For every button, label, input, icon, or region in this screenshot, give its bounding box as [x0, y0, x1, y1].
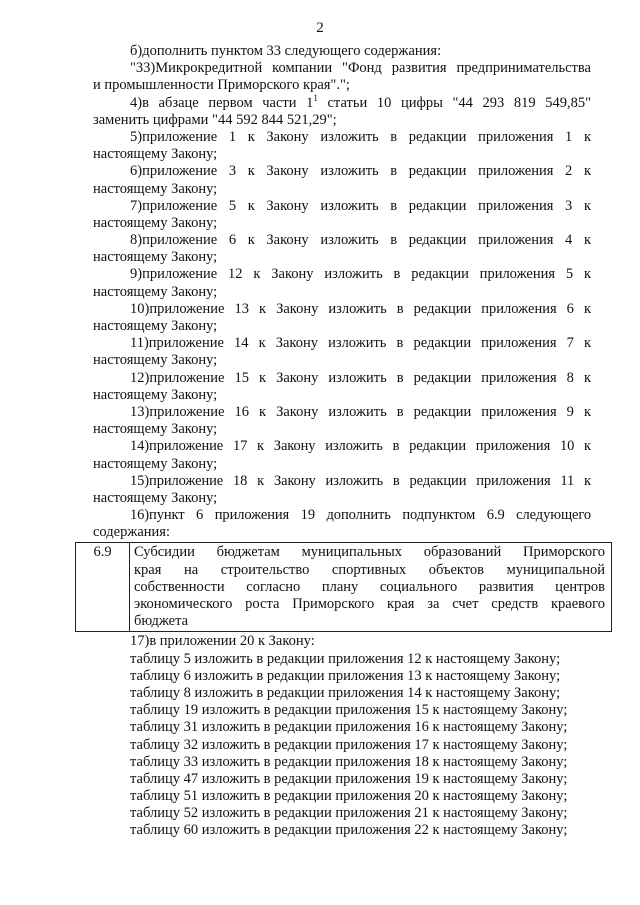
- appendix-item-13: [93, 404, 591, 438]
- table-text-cell: [130, 543, 611, 631]
- appendix-item-line-1: 8)приложение 6 к Закону изложить в редакции приложения 4 к: [130, 232, 591, 249]
- appendix-item-line-2: настоящему Закону;: [93, 386, 218, 403]
- appendix-item-line-1: 9)приложение 12 к Закону изложить в редакции приложения 5 к: [130, 266, 591, 283]
- appendix-item-line-2: настоящему Закону;: [93, 180, 218, 197]
- appendix-item-11: [93, 335, 591, 369]
- appendix-item-line-1: 10)приложение 13 к Закону изложить в редакции приложения 6 к: [130, 300, 591, 317]
- appendix-item-5: [93, 129, 591, 163]
- table-text-line: края на строительство спортивных объектов муниципальной: [134, 561, 605, 578]
- appendix-item-7: [93, 198, 591, 232]
- item-16-line-2: содержания:: [93, 524, 171, 541]
- item-17-line: таблицу 33 изложить в редакции приложения 18 к настоящему Закону;: [130, 753, 568, 770]
- item-17-line: таблицу 19 изложить в редакции приложения 15 к настоящему Закону;: [130, 702, 568, 719]
- appendix-item-line-1: 11)приложение 14 к Закону изложить в редакции приложения 7 к: [130, 335, 591, 352]
- appendix-item-line-1: 5)приложение 1 к Закону изложить в редакции приложения 1 к: [130, 128, 591, 145]
- item-17-line: таблицу 47 изложить в редакции приложения 19 к настоящему Закону;: [130, 770, 568, 787]
- item-b-line-2: "33)Микрокредитной компании "Фонд развития предпринимательства: [130, 60, 591, 77]
- item-17-line: таблицу 52 изложить в редакции приложения 21 к настоящему Закону;: [130, 805, 568, 822]
- item-4-superscript: 1: [313, 92, 318, 103]
- item-17-line: таблицу 60 изложить в редакции приложения 22 к настоящему Закону;: [130, 822, 568, 839]
- table-text-line: экономического роста Приморского края за счет средств краевого: [134, 596, 605, 612]
- appendix-item-line-2: настоящему Закону;: [93, 249, 218, 266]
- item-17-line: таблицу 31 изложить в редакции приложения 16 к настоящему Закону;: [130, 719, 568, 736]
- appendix-item-12: [93, 370, 591, 404]
- item-17-line: таблицу 5 изложить в редакции приложения 12 к настоящему Закону;: [130, 650, 561, 667]
- item-4-line-2: заменить цифрами "44 592 844 521,29";: [93, 111, 337, 128]
- item-17-heading: 17)в приложении 20 к Закону:: [130, 633, 315, 650]
- item-17-line: таблицу 8 изложить в редакции приложения 14 к настоящему Закону;: [130, 684, 561, 701]
- item-4-text-a: 4)в абзаце первом части 1: [130, 94, 314, 111]
- page-number: 2: [316, 20, 324, 36]
- appendix-item-line-1: 15)приложение 18 к Закону изложить в редакции приложения 11 к: [130, 472, 591, 489]
- appendix-item-14: [93, 438, 591, 472]
- appendix-item-6: [93, 163, 591, 197]
- item-4-text-b: статьи 10 цифры "44 293 819 549,85": [317, 94, 591, 111]
- subitem-table: [75, 542, 612, 632]
- appendix-item-line-2: настоящему Закону;: [93, 421, 218, 438]
- appendix-item-line-2: настоящему Закону;: [93, 352, 218, 369]
- appendix-item-line-2: настоящему Закону;: [93, 489, 218, 506]
- appendix-item-line-1: 13)приложение 16 к Закону изложить в редакции приложения 9 к: [130, 403, 591, 420]
- table-text-line: бюджета: [134, 613, 189, 630]
- item-17-line: таблицу 51 изложить в редакции приложения 20 к настоящему Закону;: [130, 788, 568, 805]
- appendix-item-line-2: настоящему Закону;: [93, 455, 218, 472]
- item-4-line-1: [93, 92, 591, 112]
- item-b-line-3: и промышленности Приморского края".";: [93, 77, 350, 94]
- appendix-item-9: [93, 266, 591, 300]
- appendix-item-line-1: 6)приложение 3 к Закону изложить в редакции приложения 2 к: [130, 163, 591, 180]
- item-16-line-1: 16)пункт 6 приложения 19 дополнить подпунктом 6.9 следующего: [130, 507, 591, 524]
- appendix-item-line-2: настоящему Закону;: [93, 214, 218, 231]
- document-body: [93, 43, 605, 840]
- appendix-item-line-2: настоящему Закону;: [93, 146, 218, 163]
- table-text-line: собственности согласно плану социального развития центров: [134, 578, 605, 595]
- appendix-item-line-1: 12)приложение 15 к Закону изложить в редакции приложения 8 к: [130, 369, 591, 386]
- appendix-item-15: [93, 473, 591, 507]
- item-17-line: таблицу 32 изложить в редакции приложения 17 к настоящему Закону;: [130, 736, 568, 753]
- appendix-item-10: [93, 301, 591, 335]
- appendix-item-line-2: настоящему Закону;: [93, 283, 218, 300]
- table-number-cell: 6.9: [76, 543, 130, 631]
- appendix-item-line-2: настоящему Закону;: [93, 318, 218, 334]
- item-17-line: таблицу 6 изложить в редакции приложения 13 к настоящему Закону;: [130, 667, 561, 684]
- appendix-item-line-1: 7)приложение 5 к Закону изложить в редакции приложения 3 к: [130, 197, 591, 214]
- table-text-line: Субсидии бюджетам муниципальных образований Приморского: [134, 544, 605, 561]
- appendix-item-line-1: 14)приложение 17 к Закону изложить в редакции приложения 10 к: [130, 438, 591, 455]
- item-b-line-1: б)дополнить пунктом 33 следующего содержания:: [130, 43, 442, 59]
- appendix-item-8: [93, 232, 591, 266]
